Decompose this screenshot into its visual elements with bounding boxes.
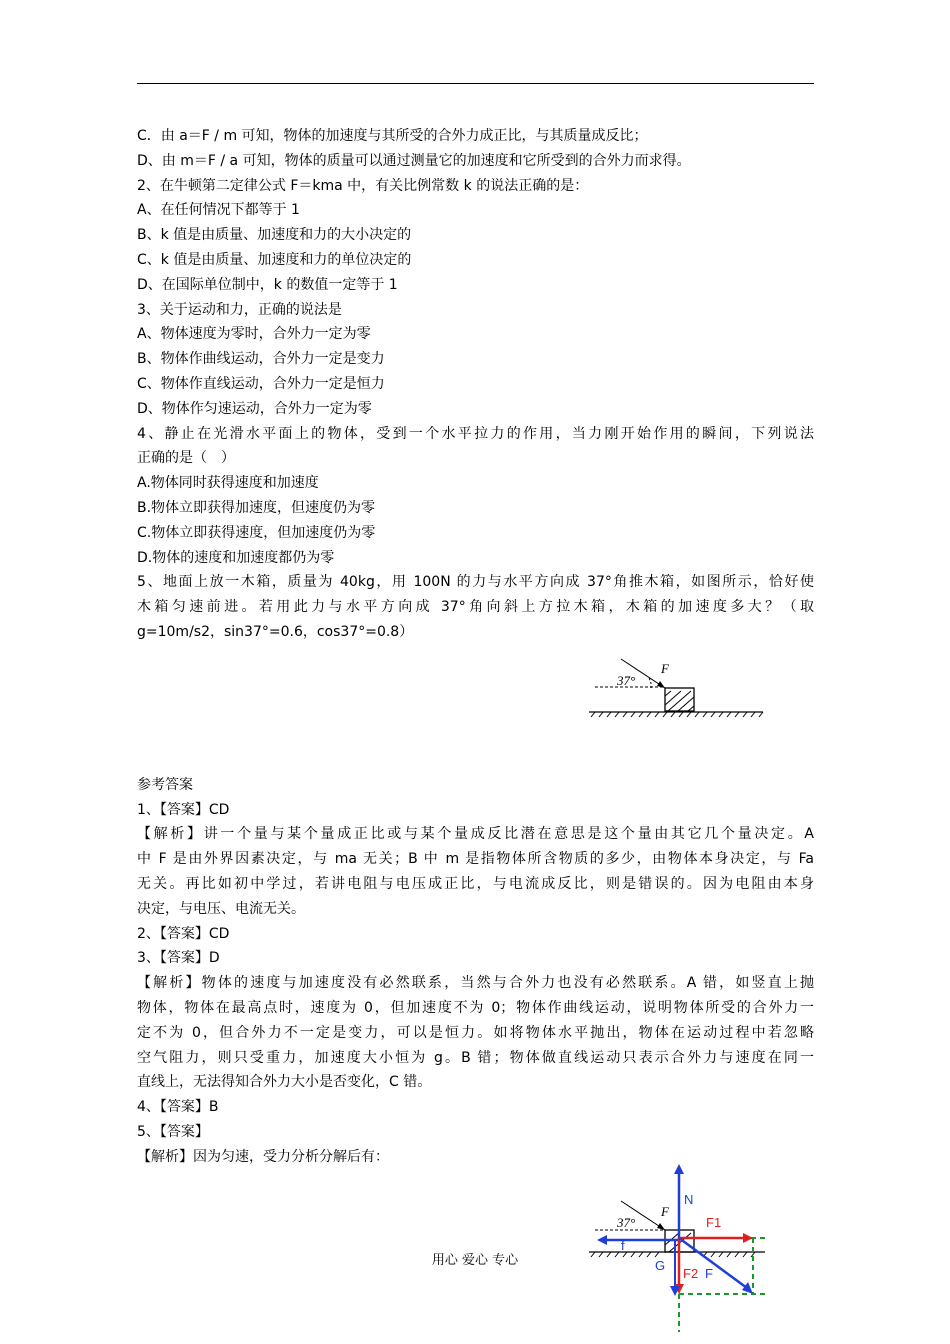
figure-push-box [585, 655, 770, 725]
text-line: A.物体同时获得速度和加速度 [137, 475, 319, 492]
header-rule [137, 83, 814, 84]
force-label: F [661, 661, 669, 676]
text-line: 1、【答案】CD [137, 801, 230, 818]
text-line: 3、关于运动和力，正确的说法是 [137, 301, 342, 318]
angle-label: 37° [617, 673, 636, 688]
figure-force-analysis [585, 1160, 775, 1335]
label-G: G [655, 1258, 666, 1273]
text-line: 2、【答案】CD [137, 925, 230, 942]
text-line: g=10m/s2，sin37°=0.6，cos37°=0.8） [137, 623, 414, 640]
label-F2: F2 [683, 1266, 699, 1281]
label-F1: F1 [706, 1215, 722, 1230]
text-line: 【解析】讲一个量与某个量成正比或与某个量成反比潜在意思是这个量由其它几个量决定。A [137, 826, 814, 843]
text-line: 5、【答案】 [137, 1123, 209, 1140]
label-N: N [684, 1192, 694, 1207]
text-line: 直线上，无法得知合外力大小是否变化，C 错。 [137, 1074, 432, 1091]
document-body [137, 124, 814, 1169]
text-line: 4、静止在光滑水平面上的物体，受到一个水平拉力的作用，当力刚开始作用的瞬间，下列说法 [137, 425, 814, 442]
page-footer: 用心 爱心 专心 [431, 1253, 519, 1268]
text-line: 5、地面上放一木箱，质量为 40kg，用 100N 的力与水平方向成 37°角推木箱，如图所示，恰好使 [137, 574, 814, 591]
text-line: 正确的是（ ） [137, 450, 235, 467]
text-line: D、在国际单位制中，k 的数值一定等于 1 [137, 276, 398, 293]
answers-heading: 参考答案 [137, 776, 193, 793]
label-f: f [621, 1238, 625, 1253]
angle-label: 37° [617, 1215, 636, 1230]
force-label: F [661, 1204, 669, 1219]
text-line: D、物体作匀速运动，合外力一定为零 [137, 400, 372, 417]
text-line: 【解析】物体的速度与加速度没有必然联系，当然与合外力也没有必然联系。A 错，如竖直上抛 [137, 975, 814, 992]
text-line: C、k 值是由质量、加速度和力的单位决定的 [137, 251, 412, 268]
text-line: C．由 a＝F / m 可知，物体的加速度与其所受的合外力成正比，与其质量成反比； [137, 128, 648, 144]
text-line: 空气阻力，则只受重力，加速度大小恒为 g。B 错；物体做直线运动只表示合外力与速度在同一 [137, 1049, 814, 1066]
text-line: 定不为 0，但合外力不一定是变力，可以是恒力。如将物体水平抛出，物体在运动过程中若忽略 [137, 1024, 814, 1041]
text-line: 中 F 是由外界因素决定，与 ma 无关；B 中 m 是指物体所含物质的多少，由物体本身决定，与 Fa [137, 851, 814, 868]
text-line: C、物体作直线运动，合外力一定是恒力 [137, 375, 385, 392]
text-line: 3、【答案】D [137, 950, 220, 967]
text-line: A、物体速度为零时，合外力一定为零 [137, 326, 371, 343]
label-F: F [705, 1266, 713, 1281]
text-line: B、k 值是由质量、加速度和力的大小决定的 [137, 227, 412, 244]
text-line: D、由 m＝F / a 可知，物体的质量可以通过测量它的加速度和它所受到的合外力而求得。 [137, 152, 691, 169]
text-line: B、物体作曲线运动，合外力一定是变力 [137, 351, 385, 368]
text-line: B.物体立即获得加速度，但速度仍为零 [137, 499, 376, 516]
text-line: D.物体的速度和加速度都仍为零 [137, 549, 335, 566]
text-line: 木箱匀速前进。若用此力与水平方向成 37°角向斜上方拉木箱，木箱的加速度多大？（取 [137, 599, 814, 616]
text-line: 无关。再比如初中学过，若讲电阻与电压成正比，与电流成反比，则是错误的。因为电阻由本身 [137, 875, 814, 892]
text-line: 【解析】因为匀速，受力分析分解后有： [137, 1148, 389, 1165]
text-line: 4、【答案】B [137, 1099, 219, 1116]
text-line: 物体，物体在最高点时，速度为 0，但加速度不为 0；物体作曲线运动，说明物体所受的合外力一 [137, 999, 814, 1016]
text-line: A、在任何情况下都等于 1 [137, 202, 300, 219]
text-line: C.物体立即获得速度，但加速度仍为零 [137, 524, 376, 541]
text-line: 2、在牛顿第二定律公式 F＝kma 中，有关比例常数 k 的说法正确的是： [137, 177, 589, 194]
text-line: 决定，与电压、电流无关。 [137, 900, 305, 917]
